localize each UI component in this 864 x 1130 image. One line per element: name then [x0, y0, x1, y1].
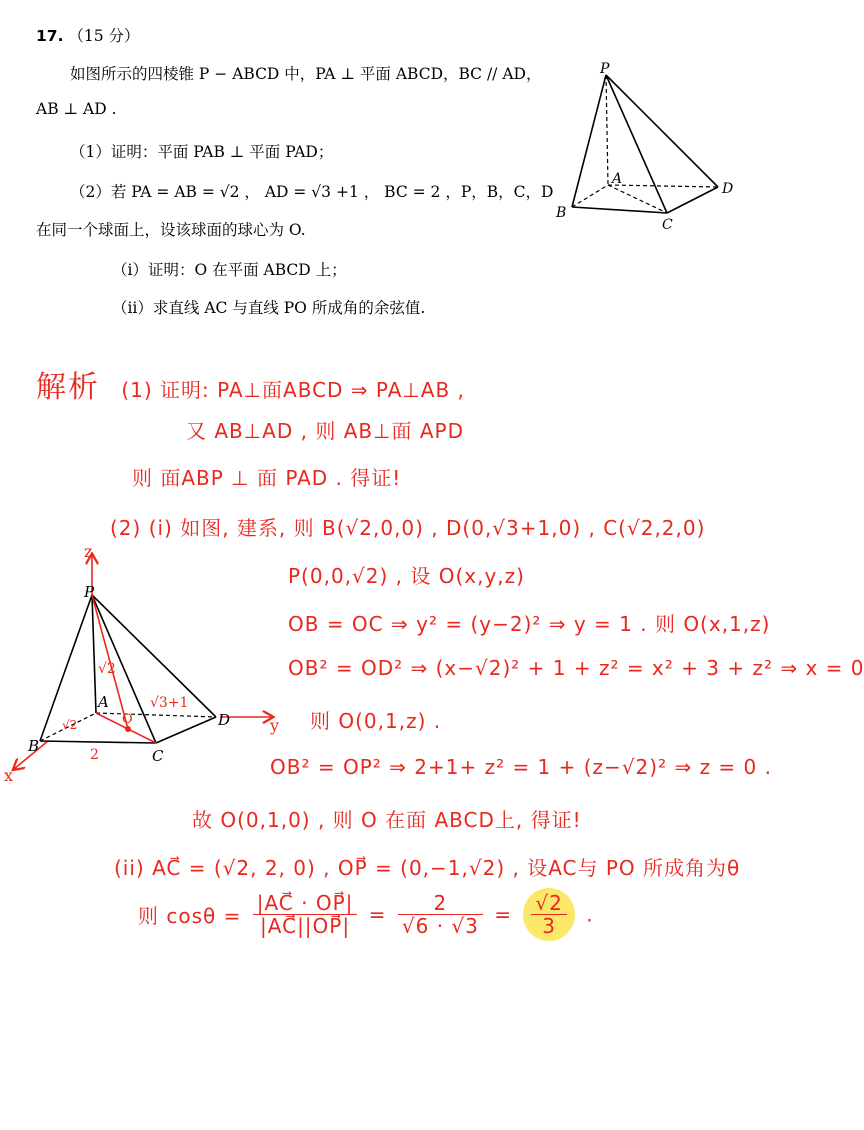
figure2-label-p: P [84, 583, 95, 601]
coordinate-figure [0, 542, 290, 795]
problem-intro-line-1: 如图所示的四棱锥 P − ABCD 中，PA ⊥ 平面 ABCD，BC // AD， [70, 65, 542, 83]
axis-label-z: z [84, 542, 93, 561]
figure1-label-a: A [612, 171, 623, 187]
figure1-label-b: B [556, 205, 567, 221]
axis-label-y: y [270, 716, 280, 735]
answer-denominator: 3 [542, 914, 556, 938]
figure1-label-d: D [722, 181, 734, 197]
problem-part-1: （1）证明：平面 PAB ⊥ 平面 PAD； [70, 143, 334, 161]
problem-number: 17. [36, 27, 64, 45]
figure2-label-c: C [152, 747, 164, 765]
pyramid-figure [540, 55, 740, 235]
solution-line-8: 则 O(0,1,z) . [310, 709, 442, 733]
solution-line-2: 又 AB⊥AD , 则 AB⊥面 APD [186, 419, 465, 443]
figure2-label-b: B [28, 737, 40, 755]
cos-prefix: 则 cosθ = [138, 904, 242, 928]
length-ad: √3+1 [150, 695, 189, 711]
solution-line-12: 则 cosθ = $\frac{|AC⃗ \cdot OP⃗|}{|AC⃗||OP⃗|}$ = $\frac{2}{√6 \cdot √3}$ = $\frac{√2}{3}$ . [138, 888, 594, 941]
figure1-label-p: P [600, 61, 610, 77]
problem-part-2-line-1: （2）若 PA = AB = √2 ， AD = √3 +1 ， BC = 2 ，P，B，C，D [70, 183, 554, 201]
solution-line-10: 故 O(0,1,0) , 则 O 在面 ABCD上, 得证! [192, 808, 582, 832]
solution-line-4: (2) (i) 如图, 建系, 则 B(√2,0,0) , D(0,√3+1,0) , C(√2,2,0) [110, 516, 706, 540]
solution-line-5: P(0,0,√2) , 设 O(x,y,z) [288, 564, 525, 588]
fraction-1-numerator: |AC⃗ · OP⃗| [253, 892, 358, 915]
solution-line-1 [36, 362, 465, 406]
answer-highlight [523, 888, 574, 941]
length-pa: √2 [98, 661, 116, 677]
figure2-label-a: A [98, 693, 109, 711]
fraction-1-denominator: |AC⃗||OP⃗| [260, 914, 351, 938]
fraction-2-denominator: √6 · √3 [401, 914, 479, 938]
figure2-label-o: O [122, 712, 133, 727]
solution-line-9: OB² = OP² ⇒ 2+1+ z² = 1 + (z−√2)² ⇒ z = 0 . [270, 755, 772, 779]
figure2-label-d: D [218, 711, 231, 729]
solution-line-3: 则 面ABP ⊥ 面 PAD . 得证! [132, 466, 402, 490]
length-ab: √2 [62, 718, 78, 732]
problem-intro-line-2: AB ⊥ AD . [36, 100, 117, 118]
solution-line-11: (ii) AC⃗ = (√2, 2, 0) , OP⃗ = (0,−1,√2) , 设AC与 PO 所成角为θ [114, 856, 741, 880]
problem-points: （15 分） [68, 27, 140, 45]
fraction-2-numerator: 2 [398, 892, 483, 915]
solution-line-7: OB² = OD² ⇒ (x−√2)² + 1 + z² = x² + 3 + z² ⇒ x = 0 [288, 656, 864, 680]
answer-numerator: √2 [531, 892, 566, 915]
length-bc: 2 [90, 747, 99, 763]
problem-sub-ii: （ⅱ）求直线 AC 与直线 PO 所成角的余弦值. [112, 299, 426, 317]
problem-part-2-line-2: 在同一个球面上，设该球面的球心为 O. [36, 221, 306, 239]
problem-sub-i: （ⅰ）证明：O 在平面 ABCD 上； [112, 261, 347, 279]
figure1-label-c: C [662, 217, 673, 233]
fraction-substituted [398, 892, 483, 937]
solution-label: 解析 [36, 370, 100, 405]
problem-header [36, 24, 140, 46]
fraction-vector-formula [253, 892, 358, 937]
solution-text-1: (1) 证明: PA⊥面ABCD ⇒ PA⊥AB , [121, 378, 465, 402]
solution-line-6: OB = OC ⇒ y² = (y−2)² ⇒ y = 1 . 则 O(x,1,z) [288, 612, 771, 636]
axis-label-x: x [4, 766, 14, 785]
